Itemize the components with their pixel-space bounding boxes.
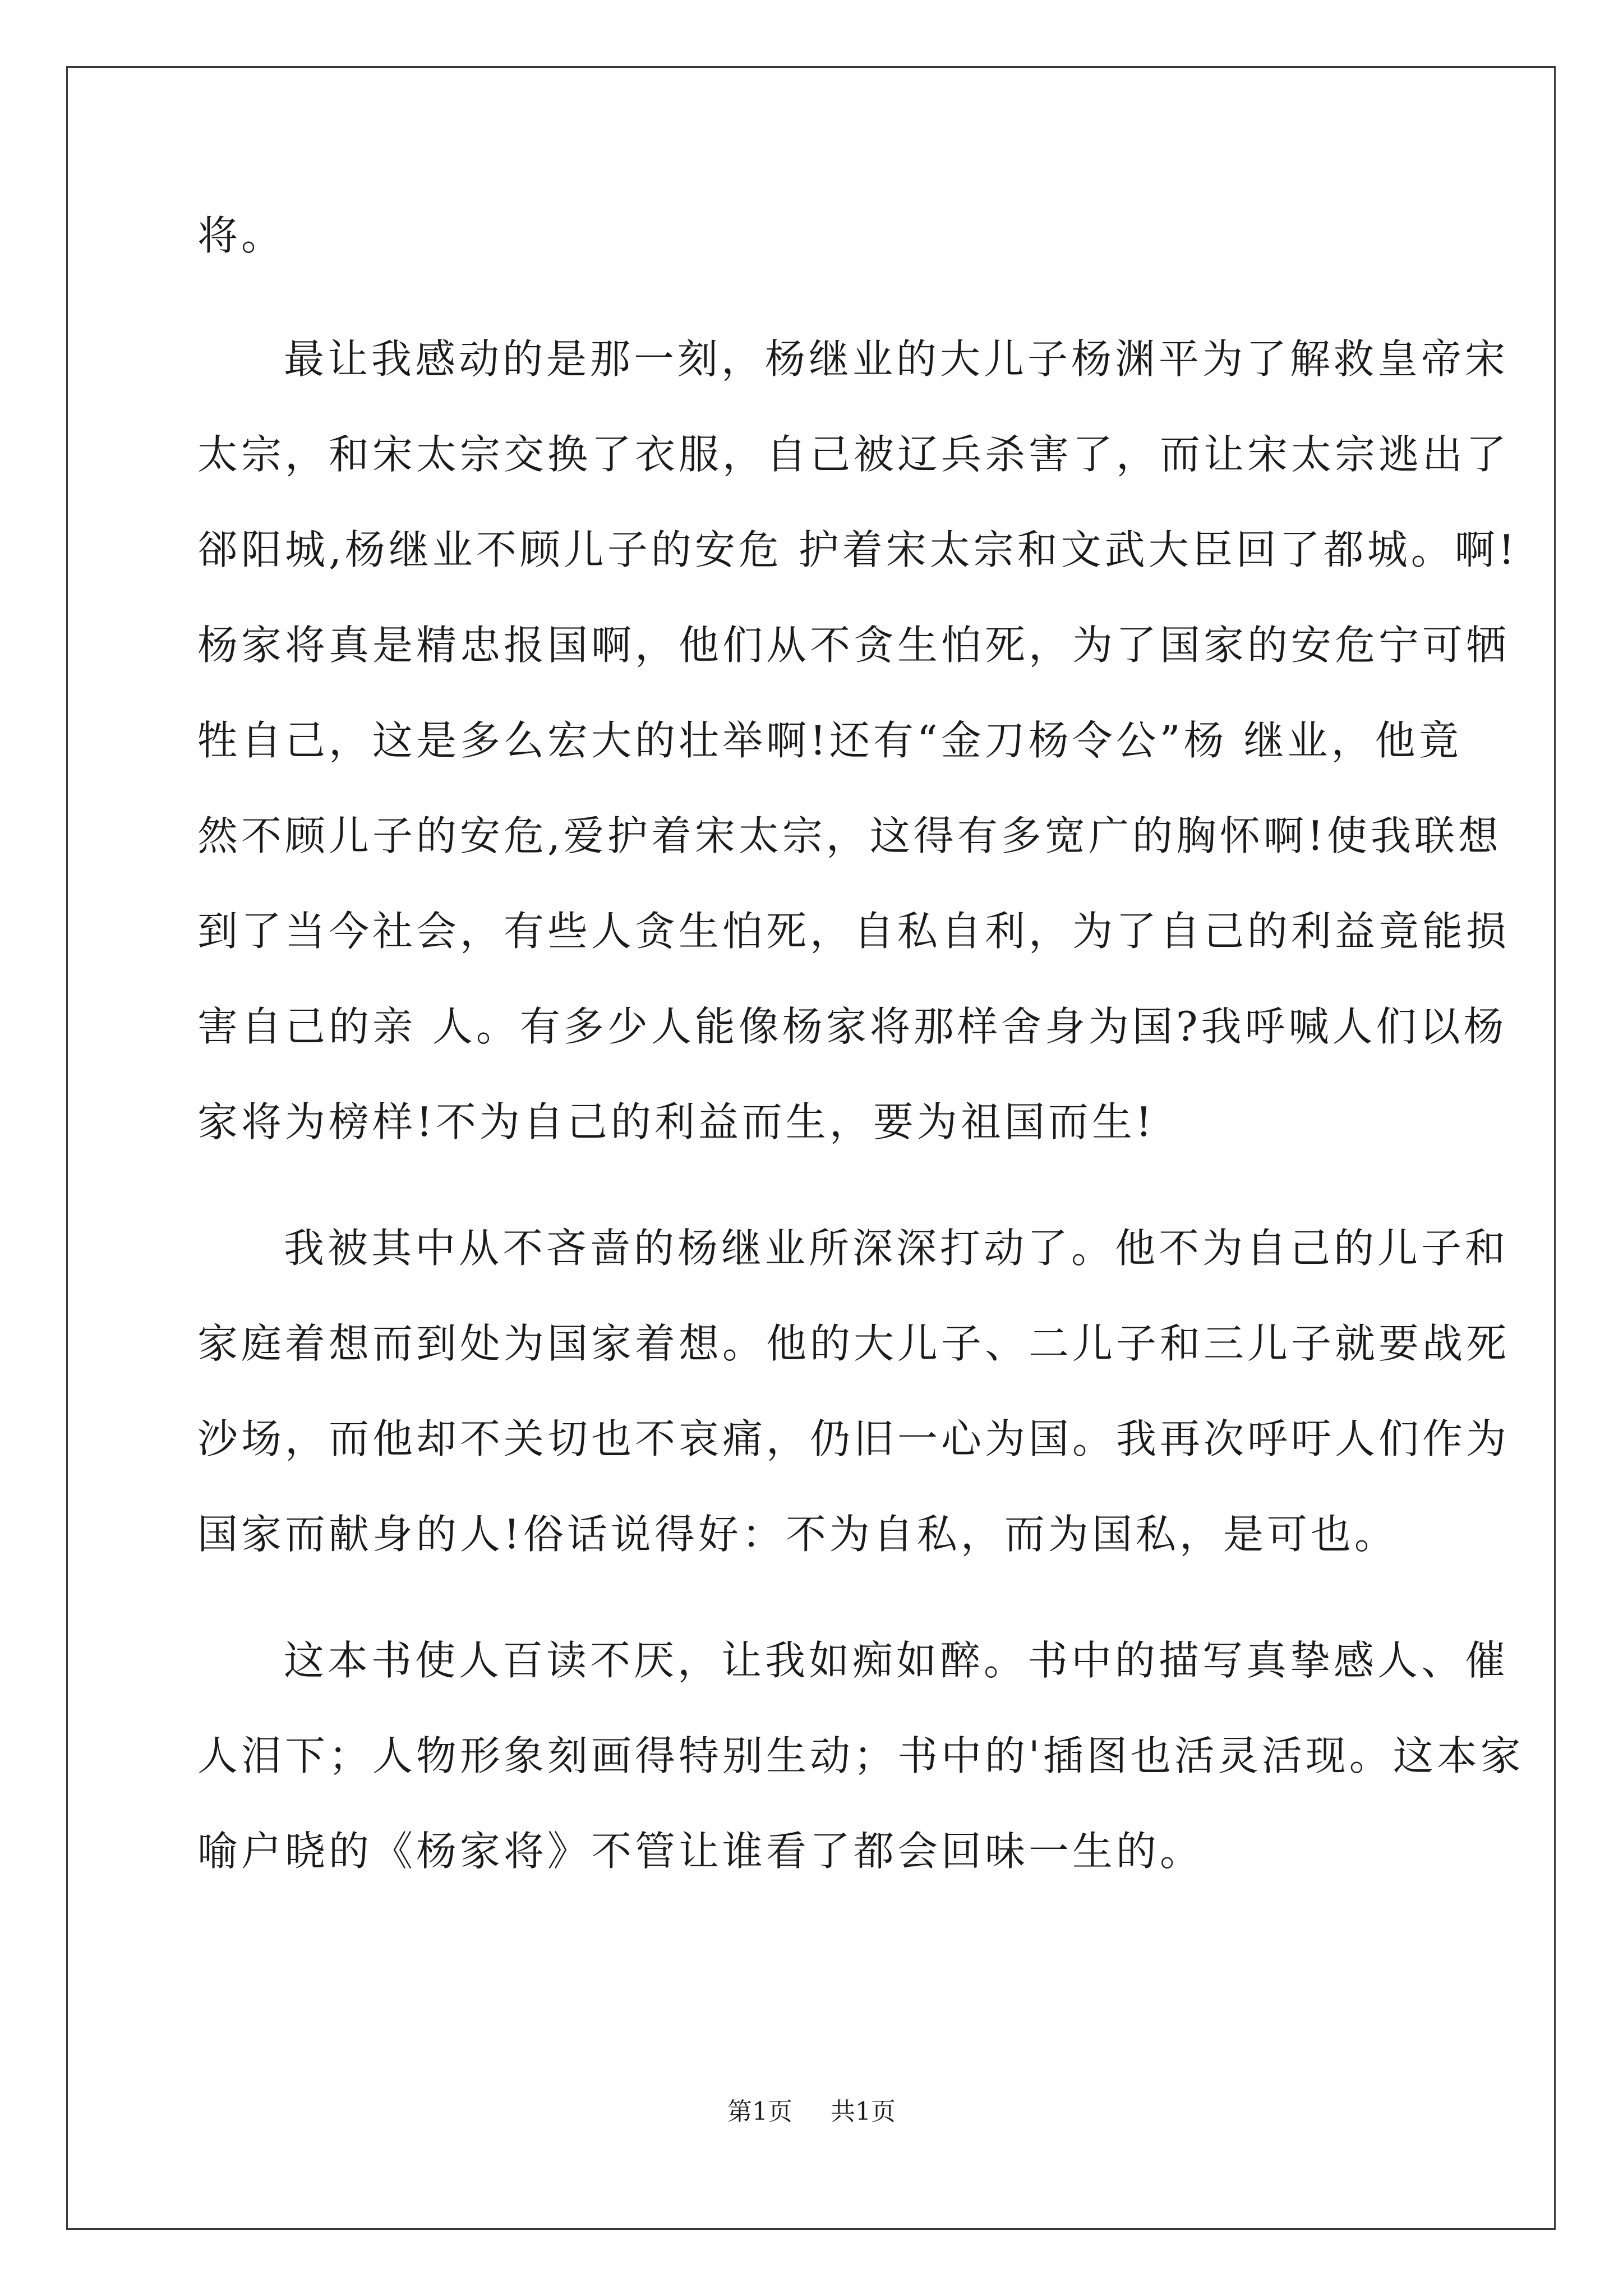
text-line: 人泪下；人物形象刻画得特别生动；书中的'插图也活灵活现。这本家 bbox=[197, 1732, 1524, 1779]
paragraph-start-line: 我被其中从不吝啬的杨继业所深深打动了。他不为自己的儿子和 bbox=[284, 1225, 1509, 1272]
text-line: 国家而献身的人!俗话说得好：不为自私，而为国私，是可也。 bbox=[197, 1511, 1398, 1558]
page-total: 共1页 bbox=[831, 2097, 896, 2126]
text-line: 到了当今社会，有些人贪生怕死，自私自利，为了自己的利益竟能损 bbox=[197, 908, 1510, 955]
text-line: 喻户晓的《杨家将》不管让谁看了都会回味一生的。 bbox=[197, 1828, 1204, 1875]
paragraph-start-line: 这本书使人百读不厌，让我如痴如醉。书中的描写真挚感人、催 bbox=[284, 1637, 1509, 1684]
page-footer bbox=[0, 2095, 1623, 2129]
text-line: 郤阳城,杨继业不顾儿子的安危 护着宋太宗和文武大臣回了都城。啊! bbox=[197, 526, 1518, 573]
text-line: 杨家将真是精忠报国啊，他们从不贪生怕死，为了国家的安危宁可牺 bbox=[197, 622, 1510, 669]
paragraph-start-line: 最让我感动的是那一刻，杨继业的大儿子杨渊平为了解救皇帝宋 bbox=[284, 335, 1509, 383]
text-line: 太宗，和宋太宗交换了衣服，自己被辽兵杀害了，而让宋太宗逃出了 bbox=[197, 431, 1510, 478]
page-number: 第1页 bbox=[727, 2097, 792, 2126]
text-line: 然不顾儿子的安危,爱护着宋太宗，这得有多宽广的胸怀啊!使我联想 bbox=[197, 812, 1502, 859]
text-line: 沙场，而他却不关切也不哀痛，仍旧一心为国。我再次呼吁人们作为 bbox=[197, 1415, 1510, 1462]
text-line: 将。 bbox=[197, 212, 285, 259]
text-line: 害自己的亲 人。有多少人能像杨家将那样舍身为国?我呼喊人们以杨 bbox=[197, 1003, 1507, 1050]
text-line: 家将为榜样!不为自己的利益而生，要为祖国而生! bbox=[197, 1098, 1155, 1145]
text-line: 家庭着想而到处为国家着想。他的大儿子、二儿子和三儿子就要战死 bbox=[197, 1320, 1510, 1367]
text-line: 牲自己，这是多么宏大的壮举啊!还有“金刀杨令公”杨 继业，他竟 bbox=[197, 717, 1463, 764]
